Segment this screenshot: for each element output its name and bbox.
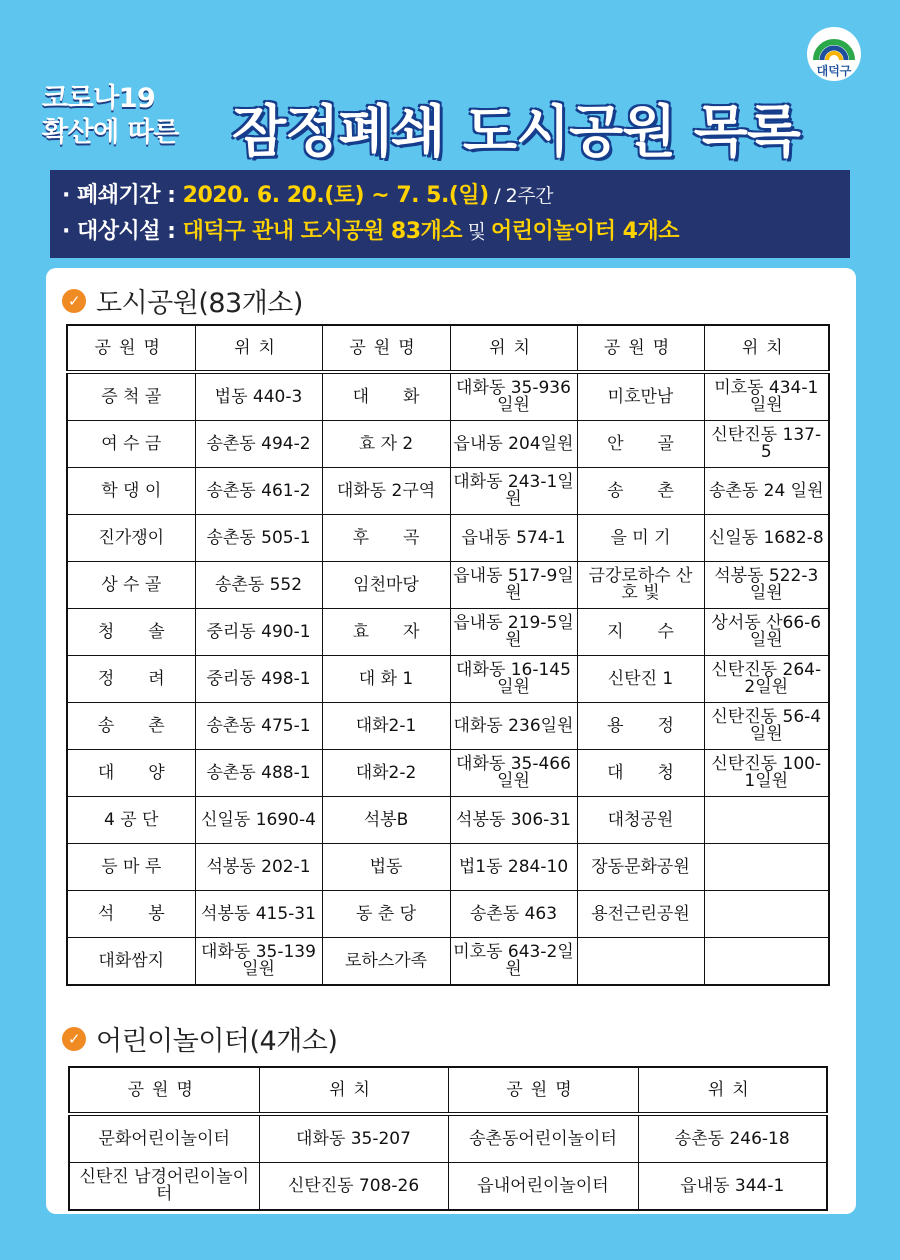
table-row <box>67 797 829 844</box>
table-cell: 안 골 <box>577 421 704 468</box>
table-cell: 대화동 35-207 <box>259 1114 448 1163</box>
table-cell: 대화동 35-936 일원 <box>450 372 577 421</box>
table-cell: 임천마당 <box>322 562 450 609</box>
table-cell: 송촌동 24 일원 <box>704 468 829 515</box>
column-header: 공원명 <box>67 325 195 372</box>
target-label: · 대상시설 : <box>62 219 183 244</box>
table-cell: 중리동 498-1 <box>195 656 322 703</box>
kids-header-row <box>69 1067 827 1114</box>
table-cell: 송촌동 505-1 <box>195 515 322 562</box>
header-subtitle <box>42 82 179 150</box>
table-cell: 후 곡 <box>322 515 450 562</box>
playground-table <box>68 1066 828 1211</box>
table-cell: 등 마 루 <box>67 844 195 891</box>
kids-heading-text: 어린이놀이터(4개소) <box>96 1026 338 1057</box>
column-header: 위치 <box>195 325 322 372</box>
table-cell: 정 려 <box>67 656 195 703</box>
table-cell: 석 봉 <box>67 891 195 938</box>
table-row <box>67 468 829 515</box>
table-cell: 대화동 35-466일원 <box>450 750 577 797</box>
table-cell <box>704 938 829 986</box>
table-cell: 신일동 1690-4 <box>195 797 322 844</box>
table-row <box>69 1163 827 1211</box>
table-cell: 을 미 기 <box>577 515 704 562</box>
table-cell: 대화2-1 <box>322 703 450 750</box>
table-cell: 읍내동 204일원 <box>450 421 577 468</box>
table-cell: 학 댕 이 <box>67 468 195 515</box>
table-cell: 대 화 <box>322 372 450 421</box>
table-row <box>67 938 829 986</box>
column-header: 공원명 <box>577 325 704 372</box>
table-cell: 문화어린이놀이터 <box>69 1114 259 1163</box>
table-cell: 동 춘 당 <box>322 891 450 938</box>
table-cell: 법동 440-3 <box>195 372 322 421</box>
table-cell: 신탄진동 264-2일원 <box>704 656 829 703</box>
table-cell: 대화동 2구역 <box>322 468 450 515</box>
table-cell: 대 청 <box>577 750 704 797</box>
table-row <box>67 562 829 609</box>
table-cell: 대화동 236일원 <box>450 703 577 750</box>
table-cell <box>577 938 704 986</box>
table-cell: 신일동 1682-8 <box>704 515 829 562</box>
subtitle-line2: 확산에 따른 <box>42 117 179 148</box>
column-header: 공원명 <box>69 1067 259 1114</box>
table-cell: 신탄진동 708-26 <box>259 1163 448 1211</box>
table-cell: 읍내동 219-5일원 <box>450 609 577 656</box>
table-cell: 법1동 284-10 <box>450 844 577 891</box>
table-cell: 읍내동 344-1 <box>638 1163 827 1211</box>
table-cell <box>704 844 829 891</box>
table-row <box>67 703 829 750</box>
check-icon: ✓ <box>62 289 86 313</box>
table-cell: 효 자 2 <box>322 421 450 468</box>
table-cell: 대 양 <box>67 750 195 797</box>
target-playgrounds: 어린이놀이터 4개소 <box>490 219 679 244</box>
column-header: 위치 <box>704 325 829 372</box>
table-cell: 장동문화공원 <box>577 844 704 891</box>
table-cell: 금강로하수 산 호 빛 <box>577 562 704 609</box>
subtitle-line1: 코로나19 <box>42 83 156 114</box>
column-header: 위치 <box>638 1067 827 1114</box>
closure-period <box>62 178 838 214</box>
table-cell: 대 화 1 <box>322 656 450 703</box>
table-row <box>67 515 829 562</box>
logo-text: 대덕구 <box>816 64 852 78</box>
table-cell: 송촌동 488-1 <box>195 750 322 797</box>
table-row <box>67 891 829 938</box>
table-cell: 지 수 <box>577 609 704 656</box>
table-cell: 신탄진동 100-1일원 <box>704 750 829 797</box>
table-cell: 용 정 <box>577 703 704 750</box>
table-cell: 석봉동 522-3일원 <box>704 562 829 609</box>
table-row <box>67 750 829 797</box>
table-cell: 대화동 16-145일원 <box>450 656 577 703</box>
table-cell: 신탄진 남경어린이놀이터 <box>69 1163 259 1211</box>
table-cell: 석봉동 202-1 <box>195 844 322 891</box>
table-cell <box>704 797 829 844</box>
table-cell: 송촌동 475-1 <box>195 703 322 750</box>
table-row <box>67 372 829 421</box>
period-value: 2020. 6. 20.(토) ~ 7. 5.(일) <box>182 183 489 208</box>
table-cell: 4 공 단 <box>67 797 195 844</box>
table-cell: 대화2-2 <box>322 750 450 797</box>
table-cell: 송 촌 <box>67 703 195 750</box>
table-cell: 대화동 35-139 일원 <box>195 938 322 986</box>
table-cell: 송촌동 461-2 <box>195 468 322 515</box>
table-cell: 미호동 434-1일원 <box>704 372 829 421</box>
target-facilities <box>62 214 838 250</box>
table-cell <box>704 891 829 938</box>
period-suffix: / 2주간 <box>488 185 553 207</box>
table-cell: 로하스가족 <box>322 938 450 986</box>
target-parks: 대덕구 관내 도시공원 83개소 <box>182 219 463 244</box>
table-cell: 중리동 490-1 <box>195 609 322 656</box>
table-cell: 청 솔 <box>67 609 195 656</box>
table-cell: 여 수 금 <box>67 421 195 468</box>
table-cell: 증 척 골 <box>67 372 195 421</box>
table-cell: 송촌동 246-18 <box>638 1114 827 1163</box>
table-cell: 신탄진 1 <box>577 656 704 703</box>
table-cell: 대화동 243-1일원 <box>450 468 577 515</box>
table-cell: 읍내어린이놀이터 <box>448 1163 638 1211</box>
kids-section-heading <box>62 1019 337 1058</box>
page-title: 잠정폐쇄 도시공원 목록 <box>232 100 800 165</box>
table-cell: 읍내동 517-9일원 <box>450 562 577 609</box>
table-cell: 송촌동어린이놀이터 <box>448 1114 638 1163</box>
table-row <box>69 1114 827 1163</box>
table-cell: 석봉B <box>322 797 450 844</box>
check-icon: ✓ <box>62 1027 86 1051</box>
table-cell: 송촌동 463 <box>450 891 577 938</box>
table-cell: 대화쌈지 <box>67 938 195 986</box>
table-cell: 송촌동 494-2 <box>195 421 322 468</box>
table-cell: 송 촌 <box>577 468 704 515</box>
table-cell: 용전근린공원 <box>577 891 704 938</box>
table-cell: 신탄진동 137-5 <box>704 421 829 468</box>
parks-section-heading <box>62 281 303 320</box>
table-row <box>67 844 829 891</box>
table-row <box>67 421 829 468</box>
table-cell: 송촌동 552 <box>195 562 322 609</box>
target-conj: 및 <box>462 221 491 243</box>
parks-header-row <box>67 325 829 372</box>
info-box <box>50 170 850 258</box>
table-cell: 상 수 골 <box>67 562 195 609</box>
column-header: 위치 <box>450 325 577 372</box>
table-cell: 효 자 <box>322 609 450 656</box>
table-cell: 미호동 643-2일원 <box>450 938 577 986</box>
table-cell: 대청공원 <box>577 797 704 844</box>
parks-table <box>66 324 830 986</box>
table-cell: 신탄진동 56-4일원 <box>704 703 829 750</box>
table-cell: 법동 <box>322 844 450 891</box>
table-cell: 석봉동 306-31 <box>450 797 577 844</box>
parks-heading-text: 도시공원(83개소) <box>96 288 303 319</box>
column-header: 공원명 <box>322 325 450 372</box>
period-label: · 폐쇄기간 : <box>62 183 183 208</box>
column-header: 위치 <box>259 1067 448 1114</box>
table-cell: 석봉동 415-31 <box>195 891 322 938</box>
table-cell: 미호만남 <box>577 372 704 421</box>
table-cell: 상서동 산66-6일원 <box>704 609 829 656</box>
table-cell: 진가쟁이 <box>67 515 195 562</box>
table-row <box>67 609 829 656</box>
table-row <box>67 656 829 703</box>
table-cell: 읍내동 574-1 <box>450 515 577 562</box>
column-header: 공원명 <box>448 1067 638 1114</box>
